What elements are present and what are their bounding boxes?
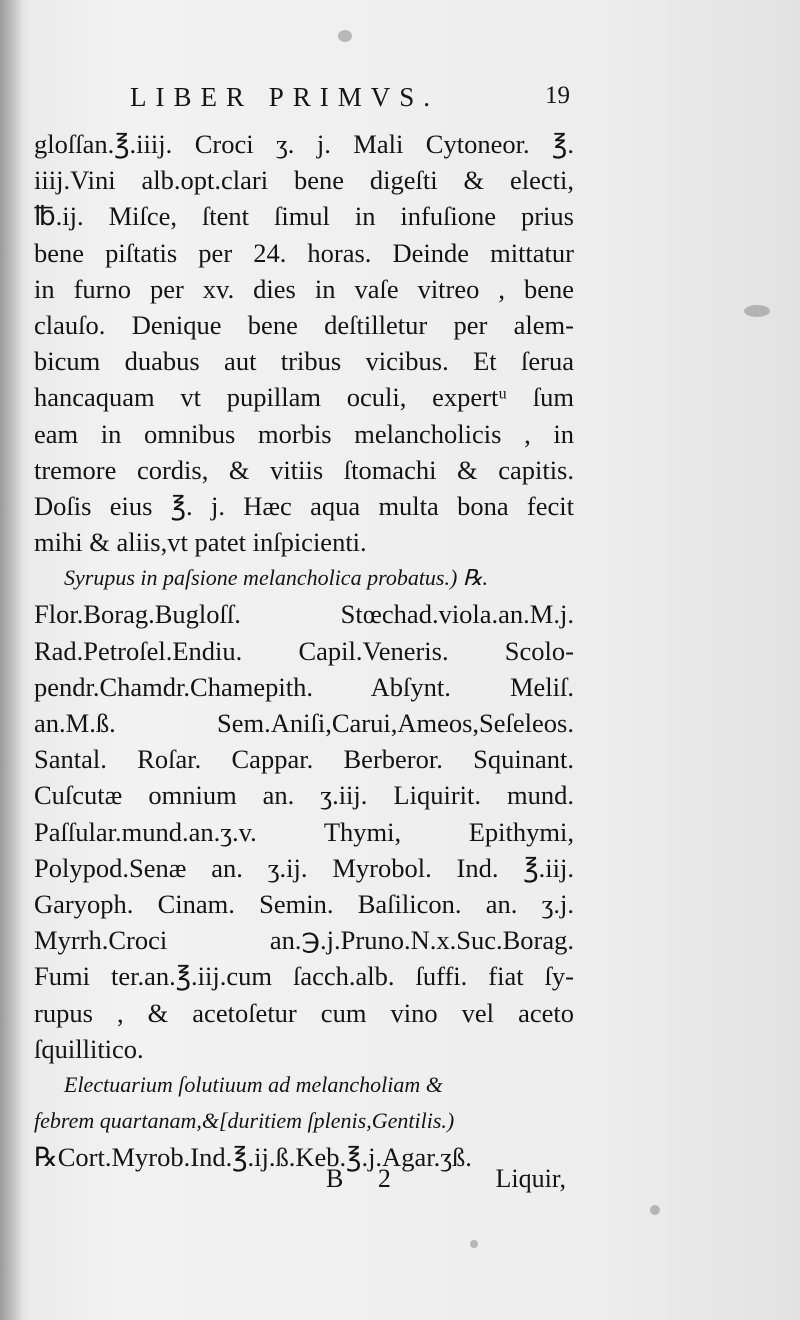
text-line: Garyoph. Cinam. Semin. Baſilicon. an. ʒ.j. xyxy=(34,888,574,919)
text-line: ℞Cort.Myrob.Ind.℥.ij.ß.Keb.℥.j.Agar.ʒß. xyxy=(34,1142,472,1173)
page-header xyxy=(130,82,570,122)
text-line: Polypod.Senæ an. ʒ.ij. Myrobol. Ind. ℥.iij. xyxy=(34,852,574,883)
text-line: Flor.Borag.Bugloſſ. Stœchad.viola.an.M.j. xyxy=(34,599,574,630)
folio-number: 19 xyxy=(545,82,570,109)
ink-spot xyxy=(744,305,770,317)
syrup-heading: Syrupus in paſsione melancholica probatus.) ℞. xyxy=(64,565,489,591)
text-line: iiij.Vini alb.opt.clari bene digeſti & electi, xyxy=(34,165,574,196)
catchword: Liquir, xyxy=(495,1164,566,1193)
text-line: Paſſular.mund.an.ʒ.v. Thymi, Epithymi, xyxy=(34,816,574,847)
text-line: bicum duabus aut tribus vicibus. Et ſerua xyxy=(34,346,574,377)
page-text xyxy=(34,126,574,1175)
text-line: pendr.Chamdr.Chamepith. Abſynt. Meliſ. xyxy=(34,671,574,702)
text-line: Rad.Petroſel.Endiu. Capil.Veneris. Scolo- xyxy=(34,635,574,666)
ink-spot xyxy=(470,1240,478,1248)
text-line: rupus , & acetoſetur cum vino vel aceto xyxy=(34,997,574,1028)
ink-spot xyxy=(338,30,352,42)
text-line: gloſſan.℥.iiij. Croci ʒ. j. Mali Cytoneor. ℥. xyxy=(34,129,574,159)
page-gutter xyxy=(0,0,22,1320)
text-line: an.M.ß. Sem.Aniſi,Carui,Ameos,Seſeleos. xyxy=(34,708,574,738)
text-line: mihi & aliis,vt patet inſpicienti. xyxy=(34,527,367,558)
text-line: Myrrh.Croci an.℈.j.Pruno.N.x.Suc.Borag. xyxy=(34,925,574,956)
text-line: eam in omnibus morbis melancholicis , in xyxy=(34,418,574,449)
text-line: tremore cordis, & vitiis ſtomachi & capitis. xyxy=(34,454,574,485)
electuary-heading: Electuarium ſolutiuum ad melancholiam & xyxy=(64,1071,443,1097)
text-line: Doſis eius ℥. j. Hæc aqua multa bona fecit xyxy=(34,490,574,521)
running-title: LIBER PRIMVS. xyxy=(130,82,440,112)
text-line: hancaquam vt pupillam oculi, expertᵘ ſum xyxy=(34,382,574,413)
text-line: Fumi ter.an.℥.iij.cum ſacch.alb. ſuffi. fiat ſy- xyxy=(34,961,574,992)
text-line: Cuſcutæ omnium an. ʒ.iij. Liquirit. mund. xyxy=(34,780,574,811)
page-footer xyxy=(326,1164,566,1200)
text-line: in furno per xv. dies in vaſe vitreo , bene xyxy=(34,273,574,304)
text-line: clauſo. Denique bene deſtilletur per alem- xyxy=(34,309,574,340)
text-line: ſquillitico. xyxy=(34,1033,144,1064)
ink-spot xyxy=(650,1205,660,1215)
text-line: ℔.ij. Miſce, ſtent ſimul in infuſione prius xyxy=(34,201,574,232)
text-line: bene piſtatis per 24. horas. Deinde mittatur xyxy=(34,237,574,268)
electuary-heading-continued: febrem quartanam,&[duritiem ſplenis,Gentilis.) xyxy=(34,1108,455,1134)
text-line: Santal. Roſar. Cappar. Berberor. Squinant. xyxy=(34,744,574,775)
signature-mark: B 2 xyxy=(326,1164,405,1193)
